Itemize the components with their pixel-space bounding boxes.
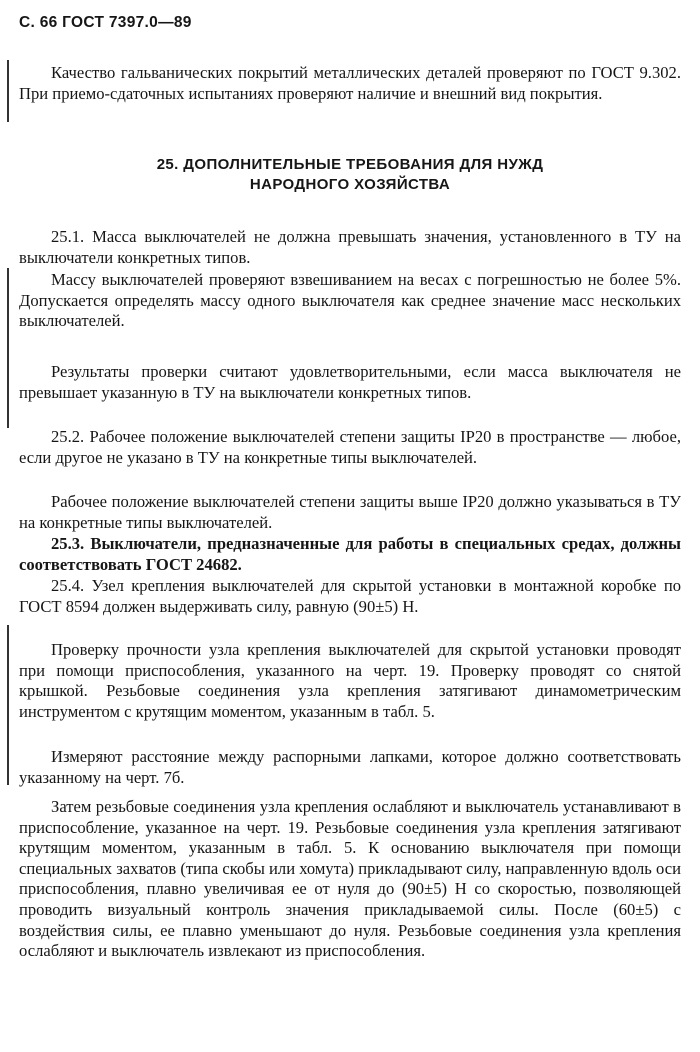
paragraph-mass-result: Результаты проверки считают удовлетворительными, если масса выключателя не превышает указанную в ТУ на выключатели конкретных типов. (19, 362, 681, 402)
section-title (19, 155, 681, 195)
page-header: С. 66 ГОСТ 7397.0—89 (19, 14, 192, 31)
revision-bar (7, 268, 9, 428)
section-title-line-2: НАРОДНОГО ХОЗЯЙСТВА (249, 176, 451, 193)
paragraph-25-2-ip20: Рабочее положение выключателей степени защиты выше IP20 должно указываться в ТУ на конкретные типы выключателей. (19, 492, 681, 532)
paragraph-strength-check: Проверку прочности узла крепления выключателей для скрытой установки проводят при помощи приспособления, указанного на черт. 19. Проверку проводят со снятой крышкой. Резьбовые соединения узла крепления затягивают динамометрическим инструментом с крутящим моментом, указанным в табл. 5. (19, 640, 681, 721)
paragraph-test-procedure: Затем резьбовые соединения узла крепления ослабляют и выключатель устанавливают в приспособление, указанное на черт. 19. Резьбовые соединения узла крепления затягивают крутящим моментом, указанным в табл. 5. К основанию выключателя при помощи специальных захватов (типа скобы или хомута) прикладывают силу, направленную вдоль оси приспособления, плавно увеличивая ее от нуля до (90±5) Н со скоростью, позволяющей проводить визуальный контроль значения прикладываемой силы. После (60±5) с воздействия силы, ее плавно уменьшают до нуля. Резьбовые соединения узла крепления ослабляют и выключатель извлекают из приспособления. (19, 797, 681, 961)
paragraph-25-4: 25.4. Узел крепления выключателей для скрытой установки в монтажной коробке по ГОСТ 8594 должен выдерживать силу, равную (90±5) Н. (19, 576, 681, 616)
paragraph-coating-check: Качество гальванических покрытий металлических деталей проверяют по ГОСТ 9.302. При приемо-сдаточных испытаниях проверяют наличие и внешний вид покрытия. (19, 63, 681, 103)
paragraph-mass-check: Массу выключателей проверяют взвешиванием на весах с погрешностью не более 5%. Допускается определять массу одного выключателя как среднее значение масс нескольких выключателей. (19, 270, 681, 331)
paragraph-25-1: 25.1. Масса выключателей не должна превышать значения, установленного в ТУ на выключатели конкретных типов. (19, 227, 681, 267)
paragraph-25-3: 25.3. Выключатели, предназначенные для работы в специальных средах, должны соответствовать ГОСТ 24682. (19, 534, 681, 574)
section-title-line-1: 25. ДОПОЛНИТЕЛЬНЫЕ ТРЕБОВАНИЯ ДЛЯ НУЖД (156, 156, 544, 173)
revision-bar (7, 625, 9, 785)
paragraph-distance-measure: Измеряют расстояние между распорными лапками, которое должно соответствовать указанному на черт. 7б. (19, 747, 681, 787)
paragraph-25-2: 25.2. Рабочее положение выключателей степени защиты IP20 в пространстве — любое, если другое не указано в ТУ на конкретные типы выключателей. (19, 427, 681, 467)
revision-bar (7, 60, 9, 122)
